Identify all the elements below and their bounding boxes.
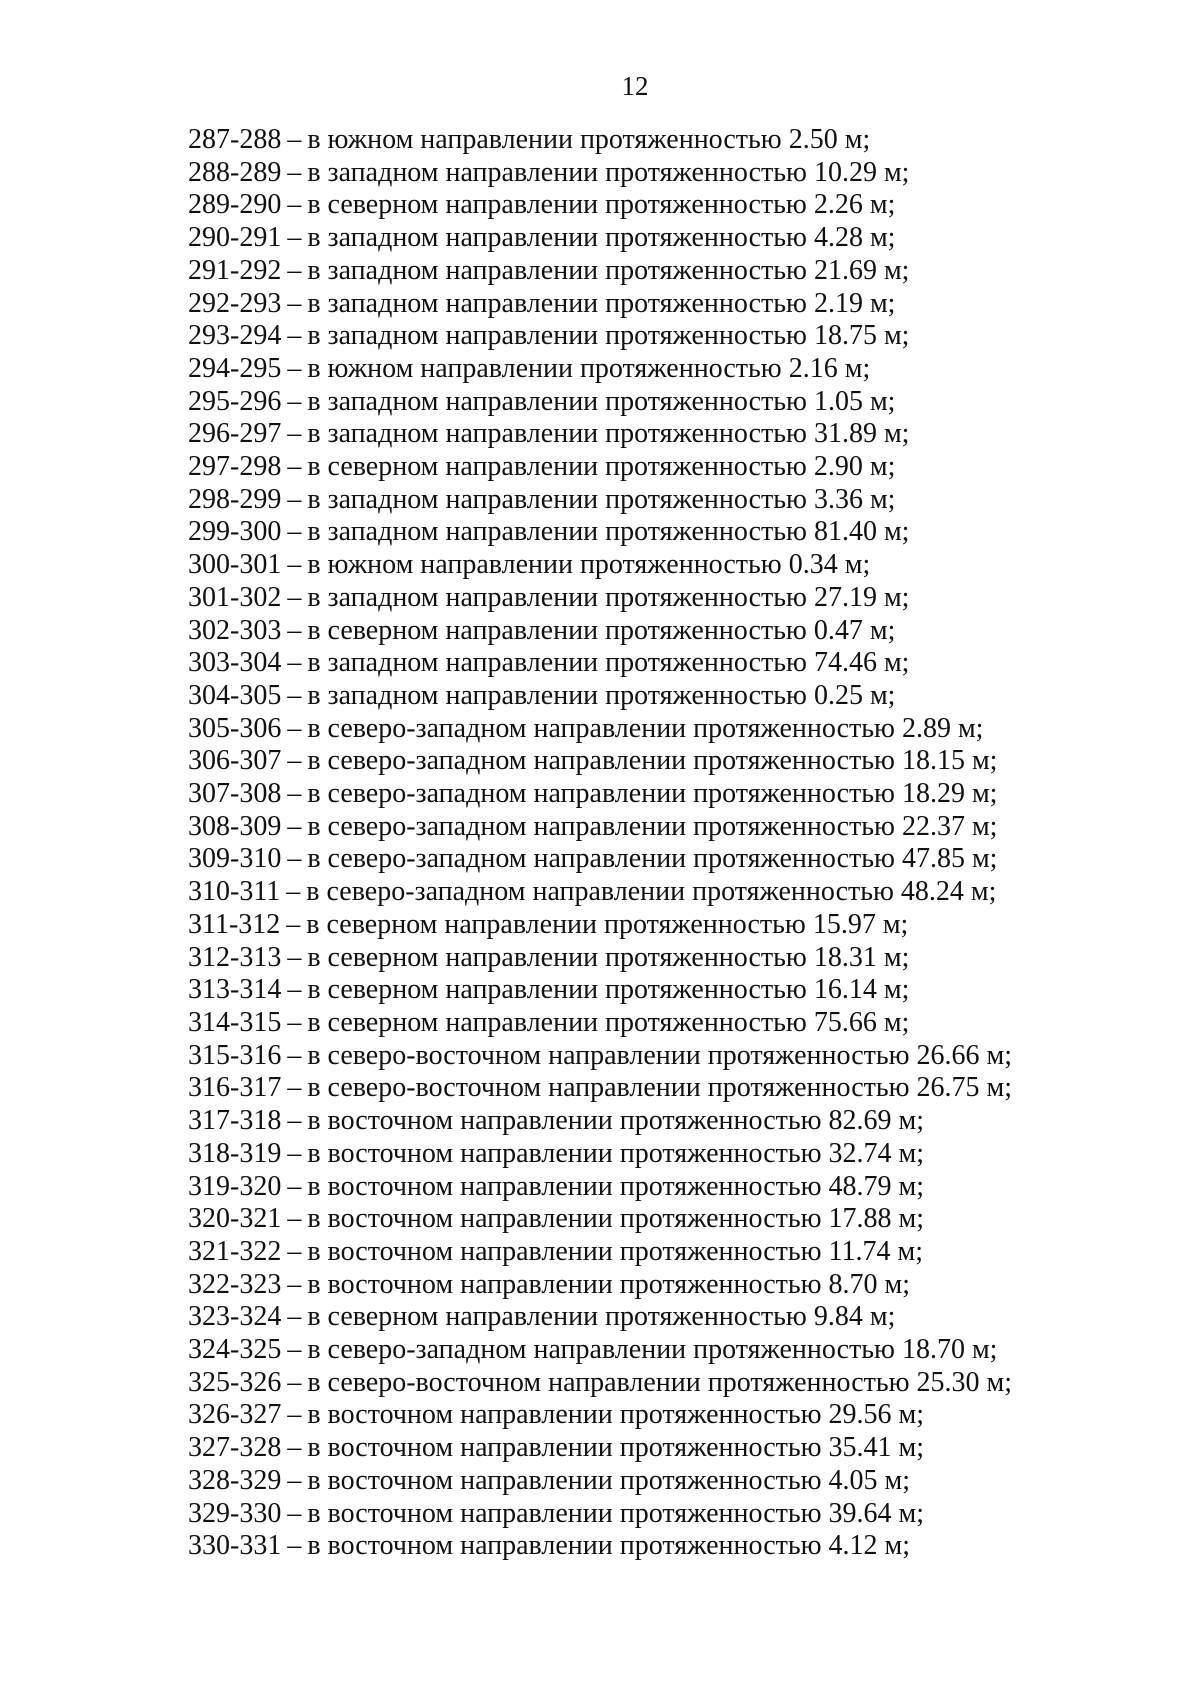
boundary-line	[188, 1203, 1148, 1236]
segment-number: 329-330	[188, 1497, 282, 1529]
page-number: 12	[621, 71, 649, 101]
segment-description: в западном направлении протяженностью 27.19 м;	[307, 581, 910, 613]
dash-separator: –	[287, 1334, 302, 1366]
segment-description: в северо-восточном направлении протяженностью 26.75 м;	[307, 1072, 1013, 1104]
segment-description: в восточном направлении протяженностью 17.88 м;	[307, 1203, 925, 1235]
segment-number: 307-308	[188, 778, 282, 810]
boundary-line	[188, 1171, 1148, 1204]
segment-number: 326-327	[188, 1399, 282, 1431]
boundary-line	[188, 1334, 1148, 1367]
dash-separator: –	[287, 1432, 302, 1464]
boundary-description-list	[188, 124, 1148, 1563]
segment-description: в западном направлении протяженностью 3.36 м;	[307, 483, 896, 515]
segment-number: 289-290	[188, 189, 282, 221]
boundary-line	[188, 582, 1148, 615]
segment-number: 308-309	[188, 810, 282, 842]
dash-separator: –	[287, 1137, 302, 1169]
boundary-line	[188, 1498, 1148, 1531]
segment-description: в западном направлении протяженностью 18.75 м;	[307, 320, 910, 352]
dash-separator: –	[287, 1530, 302, 1562]
dash-separator: –	[287, 843, 302, 875]
segment-description: в северном направлении протяженностью 15.97 м;	[306, 908, 909, 940]
segment-description: в западном направлении протяженностью 0.25 м;	[307, 679, 896, 711]
segment-description: в восточном направлении протяженностью 35.41 м;	[307, 1432, 925, 1464]
dash-separator: –	[287, 516, 302, 548]
segment-number: 291-292	[188, 254, 282, 286]
boundary-line	[188, 713, 1148, 746]
dash-separator: –	[287, 1072, 302, 1104]
segment-description: в северо-западном направлении протяженностью 47.85 м;	[307, 843, 998, 875]
dash-separator: –	[287, 974, 302, 1006]
segment-description: в западном направлении протяженностью 81.40 м;	[307, 516, 910, 548]
dash-separator: –	[287, 679, 302, 711]
boundary-line	[188, 549, 1148, 582]
segment-number: 316-317	[188, 1072, 282, 1104]
boundary-line	[188, 942, 1148, 975]
dash-separator: –	[287, 222, 302, 254]
boundary-line	[188, 386, 1148, 419]
segment-number: 306-307	[188, 745, 282, 777]
dash-separator: –	[286, 876, 301, 908]
boundary-line	[188, 353, 1148, 386]
dash-separator: –	[287, 483, 302, 515]
segment-description: в западном направлении протяженностью 1.05 м;	[307, 385, 896, 417]
dash-separator: –	[287, 451, 302, 483]
segment-number: 295-296	[188, 385, 282, 417]
segment-number: 310-311	[188, 876, 281, 908]
segment-description: в северо-западном направлении протяженностью 18.15 м;	[307, 745, 998, 777]
segment-description: в северо-западном направлении протяженностью 18.29 м;	[307, 778, 998, 810]
boundary-line	[188, 680, 1148, 713]
segment-number: 320-321	[188, 1203, 282, 1235]
boundary-line	[188, 320, 1148, 353]
dash-separator: –	[287, 189, 302, 221]
segment-description: в восточном направлении протяженностью 8.70 м;	[307, 1268, 911, 1300]
boundary-line	[188, 255, 1148, 288]
segment-number: 299-300	[188, 516, 282, 548]
dash-separator: –	[287, 385, 302, 417]
dash-separator: –	[287, 614, 302, 646]
dash-separator: –	[286, 908, 301, 940]
segment-number: 312-313	[188, 941, 282, 973]
dash-separator: –	[287, 941, 302, 973]
segment-description: в северо-восточном направлении протяженностью 26.66 м;	[307, 1039, 1013, 1071]
boundary-line	[188, 811, 1148, 844]
segment-description: в западном направлении протяженностью 74.46 м;	[307, 647, 910, 679]
segment-description: в северном направлении протяженностью 2.90 м;	[307, 451, 896, 483]
segment-number: 292-293	[188, 287, 282, 319]
dash-separator: –	[287, 712, 302, 744]
segment-number: 296-297	[188, 418, 282, 450]
segment-number: 303-304	[188, 647, 282, 679]
boundary-line	[188, 418, 1148, 451]
dash-separator: –	[287, 1497, 302, 1529]
dash-separator: –	[287, 581, 302, 613]
dash-separator: –	[287, 647, 302, 679]
segment-description: в восточном направлении протяженностью 48.79 м;	[307, 1170, 925, 1202]
segment-number: 302-303	[188, 614, 282, 646]
segment-number: 313-314	[188, 974, 282, 1006]
segment-description: в западном направлении протяженностью 4.28 м;	[307, 222, 896, 254]
boundary-line	[188, 1465, 1148, 1498]
segment-number: 324-325	[188, 1334, 282, 1366]
segment-number: 311-312	[188, 908, 281, 940]
segment-number: 328-329	[188, 1464, 282, 1496]
dash-separator: –	[287, 1268, 302, 1300]
segment-number: 301-302	[188, 581, 282, 613]
segment-description: в южном направлении протяженностью 2.16 м;	[307, 352, 871, 384]
boundary-line	[188, 1530, 1148, 1563]
segment-number: 325-326	[188, 1366, 282, 1398]
segment-number: 293-294	[188, 320, 282, 352]
segment-description: в северо-западном направлении протяженностью 18.70 м;	[307, 1334, 998, 1366]
segment-number: 322-323	[188, 1268, 282, 1300]
boundary-line	[188, 157, 1148, 190]
boundary-line	[188, 189, 1148, 222]
boundary-line	[188, 288, 1148, 321]
segment-number: 318-319	[188, 1137, 282, 1169]
dash-separator: –	[287, 1006, 302, 1038]
dash-separator: –	[287, 1399, 302, 1431]
segment-description: в северном направлении протяженностью 0.47 м;	[307, 614, 896, 646]
segment-description: в восточном направлении протяженностью 4.05 м;	[307, 1464, 911, 1496]
segment-description: в западном направлении протяженностью 10.29 м;	[307, 156, 910, 188]
segment-description: в восточном направлении протяженностью 29.56 м;	[307, 1399, 925, 1431]
segment-number: 314-315	[188, 1006, 282, 1038]
boundary-line	[188, 1367, 1148, 1400]
boundary-line	[188, 1236, 1148, 1269]
dash-separator: –	[287, 1203, 302, 1235]
segment-description: в северном направлении протяженностью 16.14 м;	[307, 974, 910, 1006]
segment-description: в западном направлении протяженностью 31.89 м;	[307, 418, 910, 450]
segment-number: 297-298	[188, 451, 282, 483]
segment-description: в восточном направлении протяженностью 82.69 м;	[307, 1105, 925, 1137]
segment-description: в северо-западном направлении протяженностью 2.89 м;	[307, 712, 984, 744]
segment-description: в западном направлении протяженностью 21.69 м;	[307, 254, 910, 286]
dash-separator: –	[287, 1105, 302, 1137]
segment-description: в восточном направлении протяженностью 32.74 м;	[307, 1137, 925, 1169]
dash-separator: –	[287, 1301, 302, 1333]
segment-number: 287-288	[188, 124, 282, 155]
boundary-line	[188, 843, 1148, 876]
segment-number: 321-322	[188, 1235, 282, 1267]
dash-separator: –	[287, 124, 302, 155]
segment-description: в северо-западном направлении протяженностью 22.37 м;	[307, 810, 998, 842]
boundary-line	[188, 1040, 1148, 1073]
segment-description: в восточном направлении протяженностью 4.12 м;	[307, 1530, 911, 1562]
dash-separator: –	[287, 810, 302, 842]
dash-separator: –	[287, 1235, 302, 1267]
boundary-line	[188, 1105, 1148, 1138]
boundary-line	[188, 1301, 1148, 1334]
boundary-line	[188, 451, 1148, 484]
dash-separator: –	[287, 778, 302, 810]
boundary-line	[188, 647, 1148, 680]
dash-separator: –	[287, 1464, 302, 1496]
dash-separator: –	[287, 320, 302, 352]
segment-description: в северном направлении протяженностью 75.66 м;	[307, 1006, 910, 1038]
dash-separator: –	[287, 254, 302, 286]
segment-description: в южном направлении протяженностью 2.50 м;	[307, 124, 871, 155]
boundary-line	[188, 516, 1148, 549]
segment-description: в северном направлении протяженностью 2.26 м;	[307, 189, 896, 221]
dash-separator: –	[287, 1366, 302, 1398]
dash-separator: –	[287, 156, 302, 188]
boundary-line	[188, 1269, 1148, 1302]
segment-description: в северо-восточном направлении протяженностью 25.30 м;	[307, 1366, 1013, 1398]
segment-number: 330-331	[188, 1530, 282, 1562]
segment-number: 300-301	[188, 549, 282, 581]
dash-separator: –	[287, 1170, 302, 1202]
dash-separator: –	[287, 745, 302, 777]
segment-number: 319-320	[188, 1170, 282, 1202]
segment-description: в северном направлении протяженностью 18.31 м;	[307, 941, 910, 973]
segment-number: 294-295	[188, 352, 282, 384]
segment-number: 323-324	[188, 1301, 282, 1333]
boundary-line	[188, 1399, 1148, 1432]
boundary-line	[188, 124, 1148, 157]
boundary-line	[188, 876, 1148, 909]
boundary-line	[188, 974, 1148, 1007]
dash-separator: –	[287, 549, 302, 581]
boundary-line	[188, 1072, 1148, 1105]
segment-description: в западном направлении протяженностью 2.19 м;	[307, 287, 896, 319]
segment-number: 304-305	[188, 679, 282, 711]
segment-number: 298-299	[188, 483, 282, 515]
boundary-line	[188, 745, 1148, 778]
segment-number: 305-306	[188, 712, 282, 744]
segment-number: 309-310	[188, 843, 282, 875]
dash-separator: –	[287, 352, 302, 384]
boundary-line	[188, 1138, 1148, 1171]
segment-description: в восточном направлении протяженностью 11.74 м;	[307, 1235, 923, 1267]
segment-number: 315-316	[188, 1039, 282, 1071]
boundary-line	[188, 1007, 1148, 1040]
dash-separator: –	[287, 418, 302, 450]
boundary-line	[188, 615, 1148, 648]
dash-separator: –	[287, 287, 302, 319]
boundary-line	[188, 222, 1148, 255]
segment-description: в северо-западном направлении протяженностью 48.24 м;	[306, 876, 997, 908]
segment-number: 317-318	[188, 1105, 282, 1137]
segment-description: в восточном направлении протяженностью 39.64 м;	[307, 1497, 925, 1529]
segment-number: 290-291	[188, 222, 282, 254]
boundary-line	[188, 1432, 1148, 1465]
boundary-line	[188, 909, 1148, 942]
dash-separator: –	[287, 1039, 302, 1071]
boundary-line	[188, 778, 1148, 811]
segment-description: в южном направлении протяженностью 0.34 м;	[307, 549, 871, 581]
segment-description: в северном направлении протяженностью 9.84 м;	[307, 1301, 896, 1333]
boundary-line	[188, 484, 1148, 517]
segment-number: 327-328	[188, 1432, 282, 1464]
segment-number: 288-289	[188, 156, 282, 188]
